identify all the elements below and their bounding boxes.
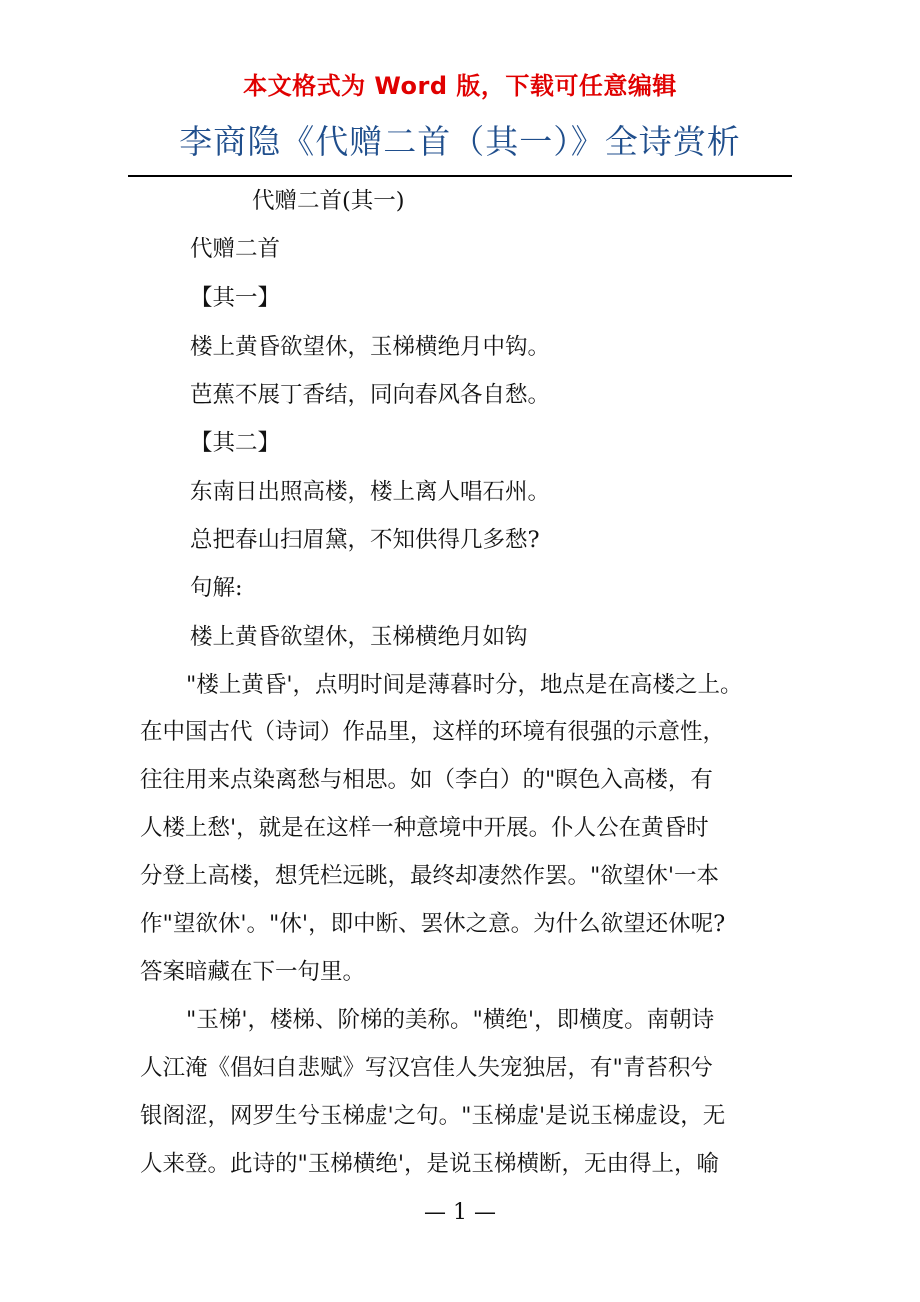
paragraph-line: 人来登。此诗的"玉梯横绝'，是说玉梯横断，无由得上，喻 [140, 1151, 720, 1177]
section-label-2: 【其二】 [190, 430, 281, 456]
poem-heading: 代赠二首(其一) [252, 188, 405, 214]
verse-line: 东南日出照高楼，楼上离人唱石州。 [190, 479, 551, 505]
section-label-1: 【其一】 [190, 285, 281, 311]
page-number: — 1 — [424, 1200, 496, 1225]
paragraph-line: 作"望欲休'。"休'，即中断、罢休之意。为什么欲望还休呢? [140, 911, 726, 937]
header-divider [128, 175, 792, 177]
paragraph-line: 人楼上愁'，就是在这样一种意境中开展。仆人公在黄昏时 [140, 815, 709, 841]
format-notice: 本文格式为 Word 版，下载可任意编辑 [243, 72, 677, 100]
page-title: 李商隐《代赠二首（其一）》全诗赏析 [179, 122, 741, 161]
paragraph-line: 答案暗藏在下一句里。 [140, 959, 366, 985]
quoted-verse: 楼上黄昏欲望休，玉梯横绝月如钩 [190, 624, 528, 650]
paragraph-line: "楼上黄昏'，点明时间是薄暮时分，地点是在高楼之上。 [186, 672, 743, 698]
verse-line: 楼上黄昏欲望休，玉梯横绝月中钩。 [190, 334, 551, 360]
paragraph-line: 往往用来点染离愁与相思。如（李白）的"暝色入高楼，有 [140, 767, 713, 793]
paragraph-line: "玉梯'，楼梯、阶梯的美称。"横绝'，即横度。南朝诗 [186, 1007, 715, 1033]
paragraph-line: 在中国古代（诗词）作品里，这样的环境有很强的示意性， [140, 719, 726, 745]
analysis-label: 句解: [190, 575, 243, 601]
poem-title: 代赠二首 [190, 236, 281, 262]
paragraph-line: 人江淹《倡妇自悲赋》写汉宫佳人失宠独居，有"青苔积兮 [140, 1055, 713, 1081]
verse-line: 芭蕉不展丁香结，同向春风各自愁。 [190, 382, 551, 408]
paragraph-line: 银阁涩，网罗生兮玉梯虚'之句。"玉梯虚'是说玉梯虚设，无 [140, 1103, 726, 1129]
verse-line: 总把春山扫眉黛，不知供得几多愁? [190, 527, 540, 553]
paragraph-line: 分登上高楼，想凭栏远眺，最终却凄然作罢。"欲望休'一本 [140, 863, 720, 889]
